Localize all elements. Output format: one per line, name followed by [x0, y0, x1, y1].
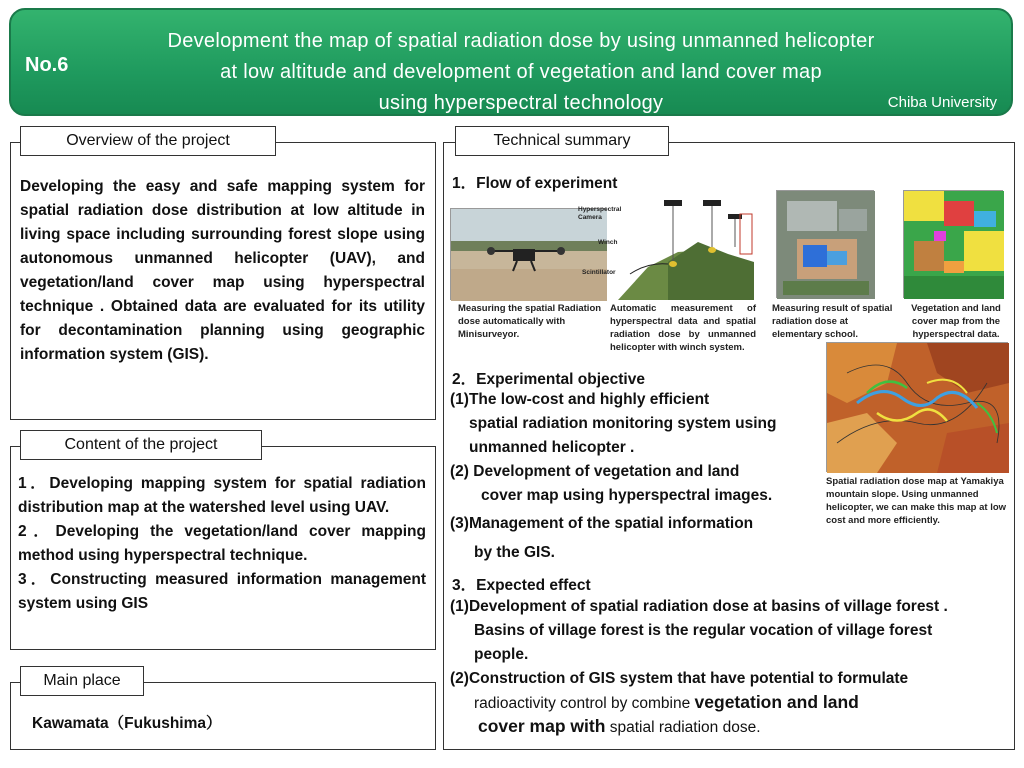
effect-line: radioactivity control by combine vegetation and land: [474, 692, 859, 712]
objective-line: spatial radiation monitoring system using: [469, 415, 777, 432]
school-radiation-illustration: [777, 191, 875, 299]
effect-line: Basins of village forest is the regular vocation of village forest: [474, 622, 933, 639]
content-item: 1．Developing mapping system for spatial radiation distribution map at the watershed level using UAV.: [18, 475, 426, 516]
objective-line: (1)The low-cost and highly efficient: [450, 391, 710, 408]
content-item: 3．Constructing measured information management system using GIS: [18, 571, 426, 612]
caption-winch-system: Automatic measurement of hyperspectral data and spatial radiation dose by unmanned helicopter with winch system.: [610, 303, 756, 353]
poster-title: Development the map of spatial radiation dose by using unmanned helicopter at low altitude and development of vegetation and land cover map using hyperspectral technology: [167, 30, 875, 114]
mountain-radiation-map: [826, 342, 1008, 472]
label-hyperspectral-camera: Hyperspectral Camera: [578, 206, 622, 221]
effect-line: (2)Construction of GIS system that have potential to formulate: [450, 670, 909, 687]
main-place-heading: Main place: [20, 666, 144, 696]
label-winch: Winch: [598, 239, 618, 246]
main-place-text: Kawamata（Fukushima）: [32, 715, 222, 732]
objective-line: (2) Development of vegetation and land: [450, 463, 740, 480]
winch-diagram-illustration: [608, 192, 754, 300]
content-list: [18, 472, 426, 616]
winch-system-diagram: [578, 192, 754, 300]
objective-title: 2．Experimental objective: [452, 371, 645, 388]
label-scintillator: Scintillator: [582, 269, 616, 276]
vegetation-map-illustration: [904, 191, 1004, 299]
content-item: 2．Developing the vegetation/land cover mapping method using hyperspectral technique.: [18, 523, 426, 564]
poster-number: No.6: [25, 54, 69, 76]
caption-minisurveyor: Measuring the spatial Radiation dose automatically with Minisurveyor.: [458, 303, 602, 340]
effect-title: 3．Expected effect: [452, 577, 591, 594]
objective-line: by the GIS.: [474, 544, 555, 561]
institution-name: Chiba University: [887, 94, 997, 111]
mountain-radiation-illustration: [827, 343, 1009, 473]
minisurveyor-illustration: [451, 209, 607, 301]
caption-mountain-map: Spatial radiation dose map at Yamakiya mountain slope. Using unmanned helicopter, we can make this map at low cost and more efficiently.: [826, 476, 1007, 526]
flow-title: 1．Flow of experiment: [452, 175, 618, 192]
title-banner: [9, 8, 1013, 116]
objective-line: unmanned helicopter .: [469, 439, 635, 456]
caption-school-result: Measuring result of spatial radiation dose at elementary school.: [772, 303, 893, 340]
effect-line: (1)Development of spatial radiation dose at basins of village forest .: [450, 598, 948, 615]
overview-heading: Overview of the project: [20, 126, 276, 156]
school-radiation-map: [776, 190, 874, 298]
objective-line: cover map using hyperspectral images.: [481, 487, 773, 504]
effect-line: cover map with spatial radiation dose.: [478, 716, 761, 736]
content-heading: Content of the project: [20, 430, 262, 460]
caption-vegetation-map: Vegetation and land cover map from the hyperspectral data.: [911, 303, 1001, 340]
effect-line: people.: [474, 646, 529, 663]
technical-heading: Technical summary: [455, 126, 669, 156]
overview-text: Developing the easy and safe mapping system for spatial radiation dose distribution at low altitude in living space including surrounding forest slope using autonomous unmanned helicopter (UAV), and vegetation/land cover map using hyperspectral technique . Obtained data are evaluated for its utility for decontamination planning using geographic information system (GIS).: [20, 178, 425, 363]
vegetation-map: [903, 190, 1003, 298]
objective-line: (3)Management of the spatial information: [450, 515, 754, 532]
